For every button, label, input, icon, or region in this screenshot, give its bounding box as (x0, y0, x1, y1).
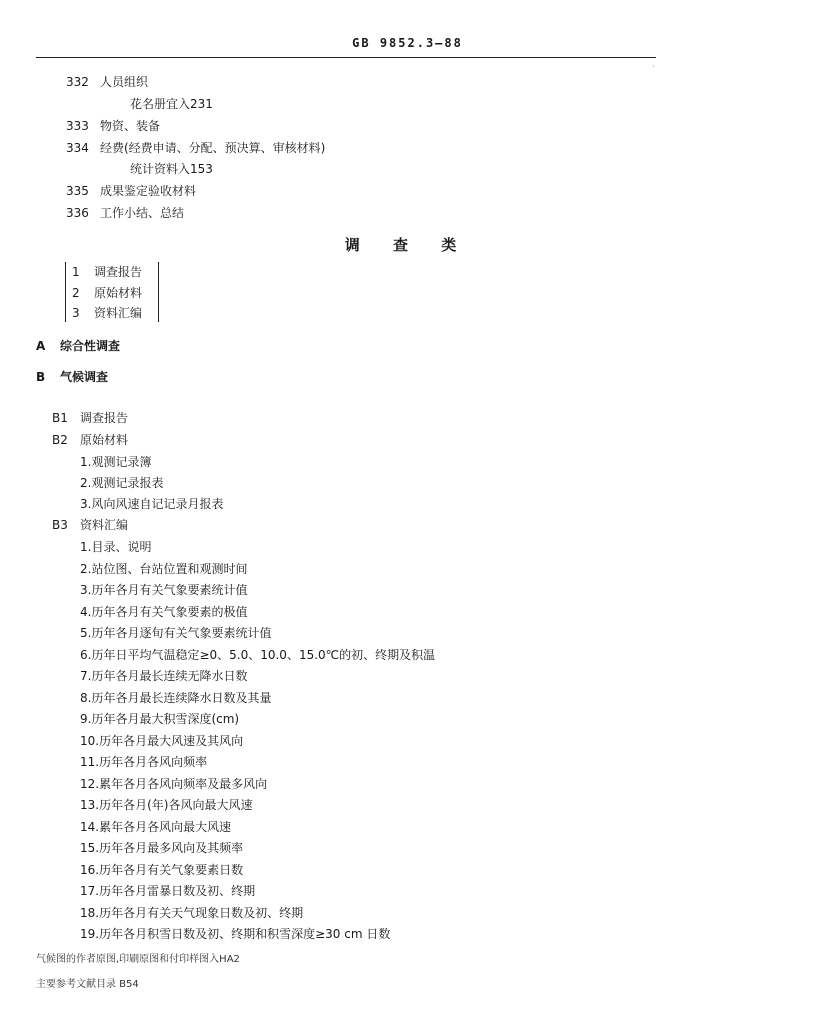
category-code: B (36, 370, 46, 384)
item-label: 物资、装备 (100, 119, 161, 133)
code-row (72, 285, 142, 301)
subsection-code: B1 (52, 411, 68, 425)
code-label: 调查报告 (94, 265, 143, 279)
subsection-label: 调查报告 (80, 411, 129, 425)
item-label: 工作小结、总结 (100, 206, 185, 220)
standard-number-header: GB 9852.3—88 (352, 36, 463, 50)
b3-list-item: 13.历年各月(年)各风向最大风速 (80, 798, 253, 812)
header-rule (36, 57, 656, 58)
item-label: 经费(经费申请、分配、预决算、审核材料) (100, 141, 326, 155)
item-note: 花名册宜入231 (130, 97, 213, 111)
b3-list-item: 1.目录、说明 (80, 540, 152, 554)
subsection-label: 资料汇编 (80, 518, 129, 532)
section-title: 调 查 类 (344, 236, 471, 254)
b3-list-item: 3.历年各月有关气象要素统计值 (80, 583, 248, 597)
code-row (72, 305, 142, 321)
item-code: 333 (66, 119, 89, 133)
item-code: 336 (66, 206, 89, 220)
b3-list-item: 18.历年各月有关天气现象日数及初、终期 (80, 906, 304, 920)
b3-list-item: 10.历年各月最大风速及其风向 (80, 734, 244, 748)
subsection-label: 原始材料 (80, 433, 129, 447)
code-row (72, 264, 142, 280)
subdivision-code-box (65, 262, 159, 322)
code-number: 2 (72, 286, 80, 300)
b3-list-item: 7.历年各月最长连续无降水日数 (80, 669, 248, 683)
code-number: 3 (72, 306, 80, 320)
item-label: 人员组织 (100, 75, 149, 89)
b3-list-item: 8.历年各月最长连续降水日数及其量 (80, 691, 272, 705)
category-code: A (36, 339, 46, 353)
b3-list-item: 16.历年各月有关气象要素日数 (80, 863, 244, 877)
code-number: 1 (72, 265, 80, 279)
b3-list-item: 14.累年各月各风向最大风速 (80, 820, 232, 834)
item-code: 332 (66, 75, 89, 89)
b3-list-item: 5.历年各月逐旬有关气象要素统计值 (80, 626, 272, 640)
item-code: 334 (66, 141, 89, 155)
item-label: 成果鉴定验收材料 (100, 184, 197, 198)
code-label: 原始材料 (94, 286, 143, 300)
b3-list-item: 12.累年各月各风向频率及最多风向 (80, 777, 268, 791)
b3-list-item: 17.历年各月雷暴日数及初、终期 (80, 884, 256, 898)
subsection-code: B2 (52, 433, 68, 447)
b2-list-item: 3.风向风速自记记录月报表 (80, 497, 224, 511)
b3-list-item: 4.历年各月有关气象要素的极值 (80, 605, 248, 619)
b3-list-item: 6.历年日平均气温稳定≥0、5.0、10.0、15.0℃的初、终期及积温 (80, 648, 436, 662)
b2-list-item: 2.观测记录报表 (80, 476, 164, 490)
subsection-code: B3 (52, 518, 68, 532)
item-note: 统计资料入153 (130, 162, 213, 176)
b3-list-item: 15.历年各月最多风向及其频率 (80, 841, 244, 855)
b3-list-item: 9.历年各月最大积雪深度(cm) (80, 712, 240, 726)
b3-list-item: 2.站位图、台站位置和观测时间 (80, 562, 248, 576)
b3-list-item: 19.历年各月积雪日数及初、终期和积雪深度≥30 cm 日数 (80, 927, 391, 941)
b2-list-item: 1.观测记录簿 (80, 455, 152, 469)
code-label: 资料汇编 (94, 306, 143, 320)
b3-list-item: 11.历年各月各风向频率 (80, 755, 208, 769)
category-label: 气候调查 (60, 370, 109, 384)
footnote: 气候图的作者原图,印刷原图和付印样图入HA2 (36, 954, 240, 965)
category-label: 综合性调查 (60, 339, 121, 353)
item-code: 335 (66, 184, 89, 198)
footnote: 主要参考文献目录 B54 (36, 979, 139, 990)
scan-mark: · (652, 62, 655, 71)
